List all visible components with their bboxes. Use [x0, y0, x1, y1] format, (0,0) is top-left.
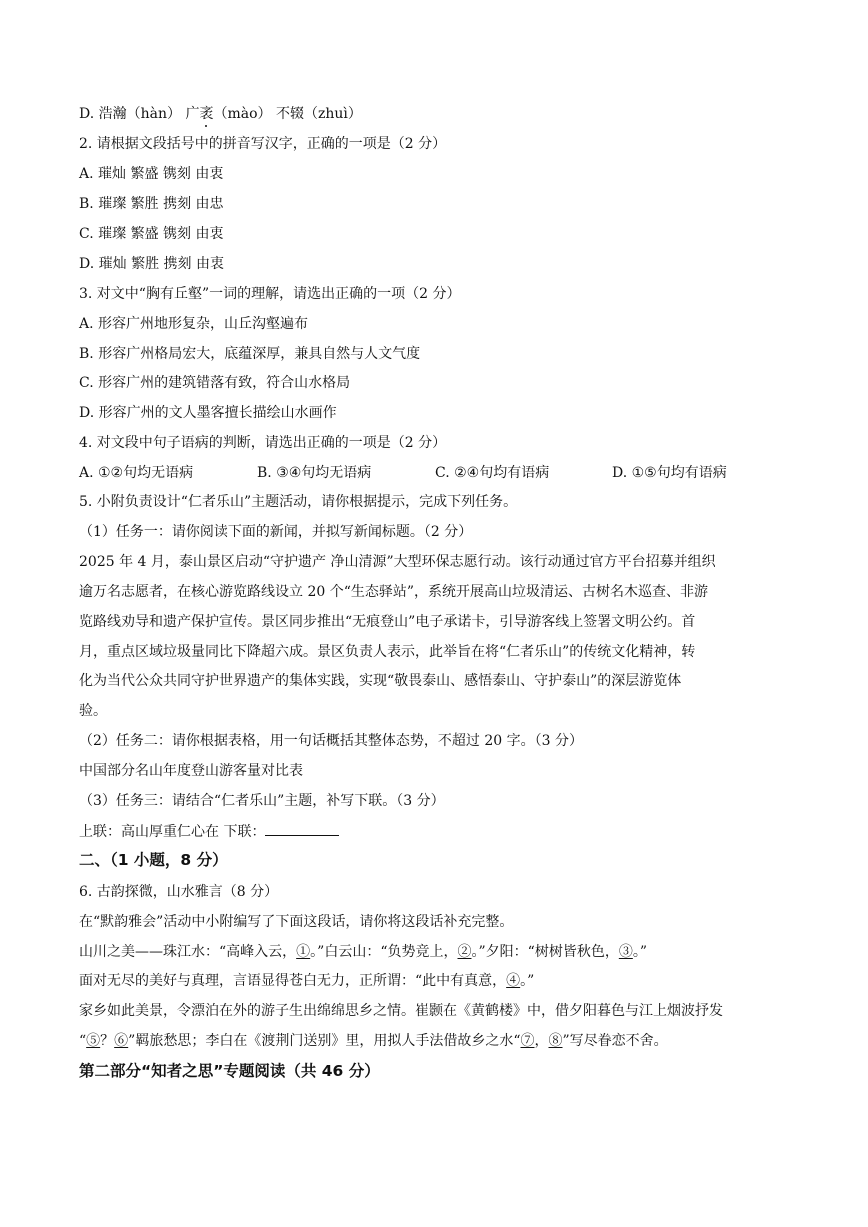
q3-option-d: D. 形容广州的文人墨客擅长描绘山水画作 [79, 405, 337, 421]
news-line-6: 验。 [79, 703, 107, 719]
q3-stem: 3. 对文中“胸有丘壑”一词的理解，请选出正确的一项（2 分） [79, 286, 461, 302]
task3-prompt: （3）任务三：请结合“仁者乐山”主题，补写下联。（3 分） [79, 793, 445, 809]
passage-line-1: 山川之美——珠江水：“高峰入云，①。”白云山：“负势竞上，②。”夕阳：“树树皆秋色，③。” [79, 944, 647, 960]
q2-stem: 2. 请根据文段括号中的拼音写汉字，正确的一项是（2 分） [79, 136, 447, 152]
q3-option-a: A. 形容广州地形复杂，山丘沟壑遍布 [79, 316, 309, 332]
couplet-line: 上联：高山厚重仁心在 下联： [79, 821, 339, 842]
passage-line-2: 面对无尽的美好与真理，言语显得苍白无力，正所谓：“此中有真意，④。” [79, 973, 535, 989]
q3-option-c: C. 形容广州的建筑错落有致，符合山水格局 [79, 375, 351, 391]
answer-blank[interactable] [265, 821, 339, 836]
q2-option-b: B. 璀璨 繁胜 携刻 由忠 [79, 196, 224, 212]
q5-stem: 5. 小附负责设计“仁者乐山”主题活动，请你根据提示，完成下列任务。 [79, 494, 518, 510]
blank-marker-1: ① [296, 944, 311, 960]
news-line-5: 化为当代公众共同守护世界遗产的集体实践，实现“敬畏泰山、感悟泰山、守护泰山”的深层游览体 [79, 673, 682, 689]
q4-option-b: B. ③④句均无语病 [257, 465, 372, 481]
q4-option-a: A. ①②句均无语病 [79, 465, 194, 481]
task1-prompt: （1）任务一：请你阅读下面的新闻，并拟写新闻标题。（2 分） [79, 524, 473, 540]
q4-option-d: D. ①⑤句均有语病 [612, 465, 727, 481]
q2-option-a: A. 璀灿 繁盛 镌刻 由衷 [79, 166, 224, 182]
q4-option-c: C. ②④句均有语病 [435, 465, 550, 481]
blank-marker-6: ⑥ [114, 1033, 129, 1049]
section-two-heading: 二、（1 小题，8 分） [79, 851, 228, 869]
blank-marker-5: ⑤ [86, 1033, 101, 1049]
q6-stem: 6. 古韵探微，山水雅言（8 分） [79, 884, 279, 900]
blank-marker-2: ② [457, 944, 472, 960]
part-two-heading: 第二部分“知者之思”专题阅读（共 46 分） [79, 1062, 380, 1080]
news-line-3: 览路线劝导和遗产保护宣传。景区同步推出“无痕登山”电子承诺卡，引导游客线上签署文明公约。首 [79, 614, 696, 630]
q3-option-b: B. 形容广州格局宏大，底蕴深厚，兼具自然与人文气度 [79, 346, 421, 362]
q2-option-c: C. 璀璨 繁盛 镌刻 由衷 [79, 226, 224, 242]
blank-marker-7: ⑦ [520, 1033, 535, 1049]
q2-option-d: D. 璀灿 繁胜 携刻 由衷 [79, 256, 224, 272]
news-line-1: 2025 年 4 月，泰山景区启动“守护遗产 净山清源”大型环保志愿行动。该行动通过官方平台招募并组织 [79, 554, 716, 570]
table-caption: 中国部分名山年度登山游客量对比表 [79, 763, 303, 779]
blank-marker-3: ③ [618, 944, 633, 960]
news-line-2: 逾万名志愿者，在核心游览路线设立 20 个“生态驿站”，系统开展高山垃圾清运、古树名木巡查、非游 [79, 584, 709, 600]
q6-instruction: 在“默韵雅会”活动中小附编写了下面这段话，请你将这段话补充完整。 [79, 914, 514, 930]
news-line-4: 月，重点区域垃圾量同比下降超六成。景区负责人表示，此举旨在将“仁者乐山”的传统文化精神，转 [79, 644, 696, 660]
q1-option-d: D. 浩瀚（hàn） 广袤（mào） 不辍（zhuì） [79, 106, 362, 122]
passage-line-3: 家乡如此美景，令漂泊在外的游子生出绵绵思乡之情。崔颢在《黄鹤楼》中，借夕阳暮色与江上烟波抒发 [79, 1003, 723, 1019]
q4-stem: 4. 对文段中句子语病的判断，请选出正确的一项是（2 分） [79, 435, 447, 451]
passage-line-4: “⑤？⑥”羁旅愁思；李白在《渡荆门送别》里，用拟人手法借故乡之水“⑦，⑧”写尽眷恋不舍。 [79, 1033, 668, 1049]
emphasis-dot-char: 袤 [199, 106, 214, 122]
blank-marker-4: ④ [506, 973, 521, 989]
blank-marker-8: ⑧ [548, 1033, 563, 1049]
task2-prompt: （2）任务二：请你根据表格，用一句话概括其整体态势，不超过 20 字。（3 分） [79, 733, 583, 749]
q4-options [79, 463, 727, 483]
